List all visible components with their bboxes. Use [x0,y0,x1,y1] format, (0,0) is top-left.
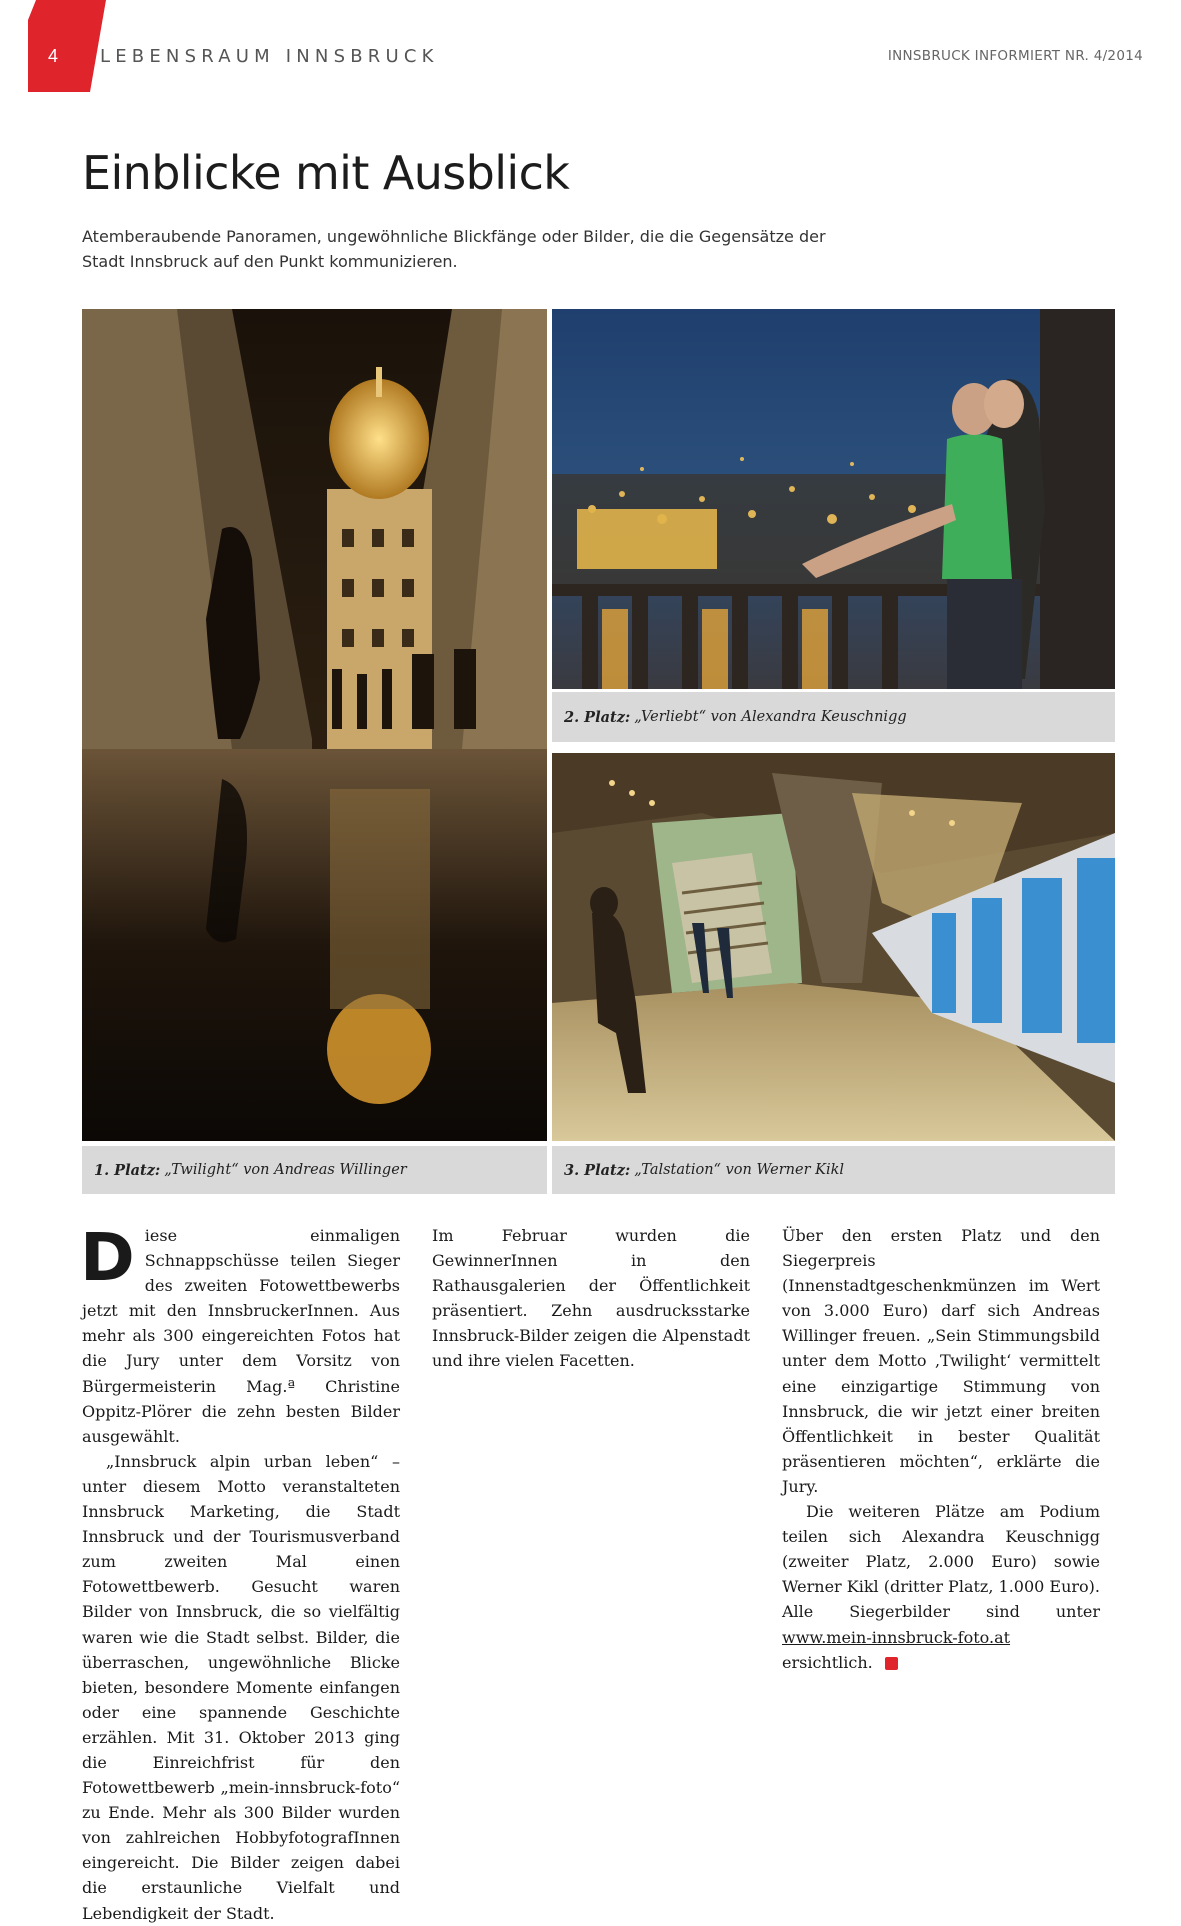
section-label: LEBENSRAUM INNSBRUCK [100,46,439,67]
photo-verliebt [552,309,1115,689]
body-column-3 [782,1223,1100,1675]
caption-twilight [82,1146,547,1194]
photo-talstation [552,753,1115,1141]
caption-text: „Verliebt“ von Alexandra Keuschnigg [634,709,907,725]
photo-twilight [82,309,547,1141]
page-number: 4 [48,46,59,66]
body-text: iese einmaligen Schnappschüsse teilen Sieger des zweiten Fotowettbewerbs jetzt mit den InnsbruckerInnen. Aus mehr als 300 eingereichten Fotos hat die Jury unter dem Vorsitz von Bürgermeisterin Mag.ª Christine Oppitz-Plörer die zehn besten Bilder ausgewählt. [82,1226,400,1446]
end-of-article-mark [885,1657,898,1670]
page-number-tab [28,0,106,92]
caption-talstation [552,1146,1115,1194]
body-paragraph: „Innsbruck alpin urban leben“ – unter diesem Motto veranstalteten Innsbruck Marketing, die Stadt Innsbruck und der Tourismusverband zum zweiten Mal einen Fotowettbewerb. Gesucht waren Bilder von Innsbruck, die so vielfältig waren wie die Stadt selbst. Bilder, die überraschen, ungewöhnliche Blicke bieten, besondere Momente einfangen oder eine spannende Geschichte erzählen. Mit 31. Oktober 2013 ging die Einreichfrist für den Fotowettbewerb „mein-innsbruck-foto“ zu Ende. Mehr als 300 Bilder wurden von zahlreichen HobbyfotografInnen eingereicht. Die Bilder zeigen dabei die erstaunliche Vielfalt und Lebendigkeit der Stadt. [82,1451,400,1923]
caption-place: 3. Platz: [564,1161,631,1179]
caption-text: „Twilight“ von Andreas Willinger [164,1162,407,1178]
body-paragraph [80,1219,400,1449]
caption-verliebt [552,692,1115,742]
article-lead: Atemberaubende Panoramen, ungewöhnliche Blickfänge oder Bilder, die die Gegensätze der Stadt Innsbruck auf den Punkt kommunizieren. [82,227,826,271]
body-text: Die weiteren Plätze am Podium teilen sich Alexandra Keuschnigg (zweiter Platz, 2.000 Euro) sowie Werner Kikl (dritter Platz, 1.000 Euro). Alle Siegerbilder sind unter [782,1502,1100,1622]
body-column-1 [80,1219,400,1926]
body-paragraph: Im Februar wurden die GewinnerInnen in den Rathausgalerien der Öffentlichkeit präsentiert. Zehn ausdrucksstarke Innsbruck-Bilder zeigen die Alpenstadt und ihre vielen Facetten. [432,1226,750,1371]
body-column-2 [432,1223,750,1374]
caption-text: „Talstation“ von Werner Kikl [634,1162,845,1178]
body-paragraph [782,1499,1100,1675]
website-link[interactable]: www.mein-innsbruck-foto.at [782,1627,1011,1647]
issue-label: INNSBRUCK INFORMIERT NR. 4/2014 [887,48,1143,64]
body-paragraph: Über den ersten Platz und den Siegerpreis (Innenstadtgeschenkmünzen im Wert von 3.000 Euro) darf sich Andreas Willinger freuen. „Sein Stimmungsbild unter dem Motto ‚Twilight‘ vermittelt eine einzigartige Stimmung von Innsbruck, die wir jetzt einer breiten Öffentlichkeit in bester Qualität präsentieren möchten“, erklärte die Jury. [782,1226,1100,1496]
caption-place: 2. Platz: [564,708,631,726]
article-title: Einblicke mit Ausblick [82,146,570,200]
body-text: ersichtlich. [782,1652,873,1672]
drop-cap: D [80,1219,135,1296]
caption-place: 1. Platz: [94,1161,161,1179]
